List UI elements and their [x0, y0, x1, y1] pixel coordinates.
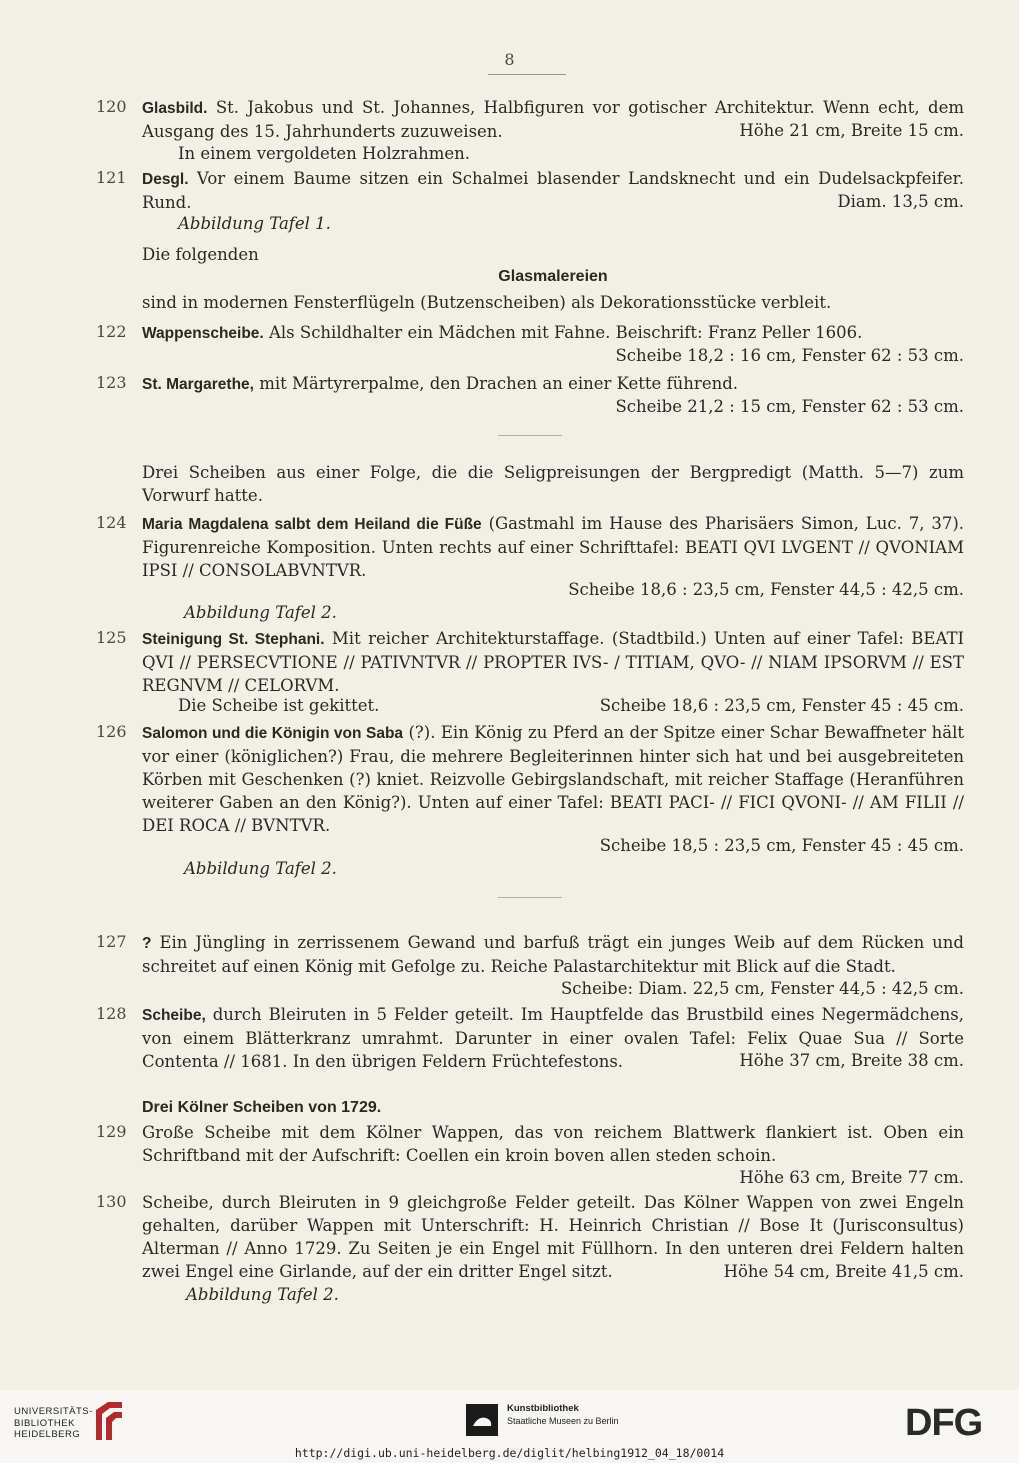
illustration-reference: Abbildung Tafel 1. [178, 214, 331, 233]
entry-dimensions: Scheibe 21,2 : 15 cm, Fenster 62 : 53 cm. [615, 397, 964, 416]
entry-dimensions: Scheibe 18,5 : 23,5 cm, Fenster 45 : 45 cm. [599, 836, 964, 855]
entry-number: 126 [96, 722, 127, 741]
entry-text: Ein Jüngling in zerrissenem Gewand und barfuß trägt ein junges Weib auf dem Rücken und schreitet auf einen König mit Gefolge zu. Reiche Palastarchitektur mit Blick auf die Stadt. [142, 933, 964, 976]
illustration-reference: Abbildung Tafel 2. [184, 603, 337, 622]
divider [498, 435, 562, 436]
ub-heidelberg-logo-icon[interactable] [92, 1400, 126, 1444]
entry-dimensions: Höhe 54 cm, Breite 41,5 cm. [723, 1262, 964, 1281]
entry-dimensions: Höhe 37 cm, Breite 38 cm. [739, 1051, 964, 1070]
ub-line: UNIVERSITÄTS- [14, 1406, 93, 1417]
intro-text: Die folgenden [142, 245, 259, 264]
entry-text: durch Bleiruten in 5 Felder geteilt. Im Hauptfelde das Brustbild eines Negermädchens, von einem Blätterkranz umrahmt. Darunter in einer ovalen Tafel: Felix Quae Sua // Sorte Contenta // 1681. In den übrigen Feldern Früchtefestons. [142, 1005, 964, 1071]
entry-title: Scheibe, [142, 1007, 206, 1024]
illustration-reference: Abbildung Tafel 2. [184, 859, 337, 878]
section-heading: Drei Kölner Scheiben von 1729. [142, 1099, 382, 1116]
entry-text: Als Schildhalter ein Mädchen mit Fahne. Beischrift: Franz Peller 1606. [263, 323, 863, 342]
ub-line: HEIDELBERG [14, 1429, 81, 1440]
entry-dimensions: Scheibe 18,2 : 16 cm, Fenster 62 : 53 cm. [615, 346, 964, 365]
entry-note: In einem vergoldeten Holzrahmen. [178, 144, 470, 163]
entry-text: (?). Ein König zu Pferd an der Spitze einer Schar Bewaffneter hält vor einer (königlichen?) Frau, die mehrere Begleiterinnen hinter sich hat und bei ausgebreiteten Körben mit Geschenken (?) kniet. Reizvolle Gebirgslandschaft, mit reicher Staffage (Heranführen weiterer Gaben an den König?). Unten auf einer Tafel: BEATI PACI- // FICI QVONI- // AM FILII // DEI ROCA // BVNTVR. [142, 723, 964, 835]
entry-number: 121 [96, 168, 127, 187]
kunstbibliothek-logo-icon[interactable] [466, 1404, 498, 1436]
entry-number: 128 [96, 1004, 127, 1023]
divider [498, 897, 562, 898]
permalink-url[interactable]: http://digi.ub.uni-heidelberg.de/diglit/helbing1912_04_18/0014 [294, 1446, 725, 1460]
entry-dimensions: Scheibe: Diam. 22,5 cm, Fenster 44,5 : 42,5 cm. [560, 979, 964, 998]
entry-dimensions: Höhe 63 cm, Breite 77 cm. [739, 1168, 964, 1187]
entry-text: Vor einem Baume sitzen ein Schalmei blasender Landsknecht und ein Dudelsackpfeifer. Rund. [142, 169, 964, 212]
entry-123 [142, 372, 964, 396]
entry-126 [142, 721, 964, 837]
section-heading: Glasmalereien [498, 268, 608, 285]
entry-dimensions: Diam. 13,5 cm. [837, 192, 964, 211]
entry-number: 120 [96, 97, 127, 116]
intro-text: Drei Scheiben aus einer Folge, die die Seligpreisungen der Bergpredigt (Matth. 5—7) zum Vorwurf hatte. [142, 463, 964, 505]
dfg-logo[interactable]: DFG [905, 1402, 983, 1444]
entry-125 [142, 627, 964, 697]
entry-text: (Gastmahl im Hause des Pharisäers Simon, Luc. 7, 37). Figurenreiche Komposition. Unten rechts auf einer Schrifttafel: BEATI QVI LVGENT // QVONIAM IPSI // CONSOLABVNTVR. [142, 514, 965, 580]
kunstbibliothek-label [507, 1402, 619, 1428]
entry-124 [142, 512, 964, 582]
entry-122 [142, 321, 964, 345]
entry-number: 123 [96, 373, 127, 392]
illustration-reference: Abbildung Tafel 2. [186, 1285, 339, 1304]
entry-title: Desgl. [142, 171, 189, 188]
entry-number: 130 [96, 1192, 127, 1211]
entry-number: 125 [96, 628, 127, 647]
entry-number: 124 [96, 513, 127, 532]
entry-title: Maria Magdalena salbt dem Heiland die Füße [142, 516, 482, 533]
entry-title: Glasbild. [142, 100, 208, 117]
entry-text: St. Jakobus und St. Johannes, Halbfiguren vor gotischer Architektur. Wenn echt, dem Ausgang des 15. Jahrhunderts zuzuweisen. [142, 98, 964, 141]
entry-dimensions: Höhe 21 cm, Breite 15 cm. [739, 121, 964, 140]
entry-dimensions: Scheibe 18,6 : 23,5 cm, Fenster 44,5 : 42,5 cm. [568, 580, 964, 599]
entry-note: Die Scheibe ist gekittet. [178, 696, 380, 715]
entry-text: mit Märtyrerpalme, den Drachen an einer Kette führend. [253, 374, 739, 393]
entry-number: 122 [96, 322, 127, 341]
entry-129: Große Scheibe mit dem Kölner Wappen, das von reichem Blattwerk flankiert ist. Oben ein Schriftband mit der Aufschrift: Coellen ein kroin boven allen steden schoin. [142, 1123, 964, 1165]
entry-title: ? [142, 935, 152, 952]
entry-127 [142, 931, 964, 978]
entry-number: 127 [96, 932, 127, 951]
entry-130: Scheibe, durch Bleiruten in 9 gleichgroße Felder geteilt. Das Kölner Wappen von zwei Engeln gehalten, darüber Wappen mit Unterschrift: H. Heinrich Christian // Bose It (Jurisconsultus) Alterman // Anno 1729. Zu Seiten je ein Engel mit Füllhorn. In den unteren drei Feldern halten zwei Engel eine Girlande, auf der ein dritter Engel sitzt. [142, 1193, 964, 1281]
kb-subtitle: Staatliche Museen zu Berlin [507, 1416, 619, 1426]
entry-number: 129 [96, 1122, 127, 1141]
ub-line: BIBLIOTHEK [14, 1417, 75, 1429]
intro-text: sind in modernen Fensterflügeln (Butzenscheiben) als Dekorationsstücke verbleit. [142, 293, 832, 312]
page-number-rule [488, 74, 566, 75]
entry-dimensions: Scheibe 18,6 : 23,5 cm, Fenster 45 : 45 cm. [599, 696, 964, 715]
entry-text: Mit reicher Architekturstaffage. (Stadtbild.) Unten auf einer Tafel: BEATI QVI // PERSECVTIONE // PATIVNTVR // PROPTER IVS- / TITIAM, QVO- // NIAM IPSORVM // EST REGNVM // CELORVM. [142, 629, 964, 695]
entry-title: St. Margarethe, [142, 376, 254, 393]
ub-heidelberg-label[interactable] [14, 1406, 93, 1441]
page-number: 8 [504, 50, 515, 69]
kb-title: Kunstbibliothek [507, 1403, 579, 1414]
entry-title: Wappenscheibe. [142, 325, 264, 342]
entry-title: Salomon und die Königin von Saba [142, 725, 404, 742]
entry-title: Steinigung St. Stephani. [142, 631, 325, 648]
